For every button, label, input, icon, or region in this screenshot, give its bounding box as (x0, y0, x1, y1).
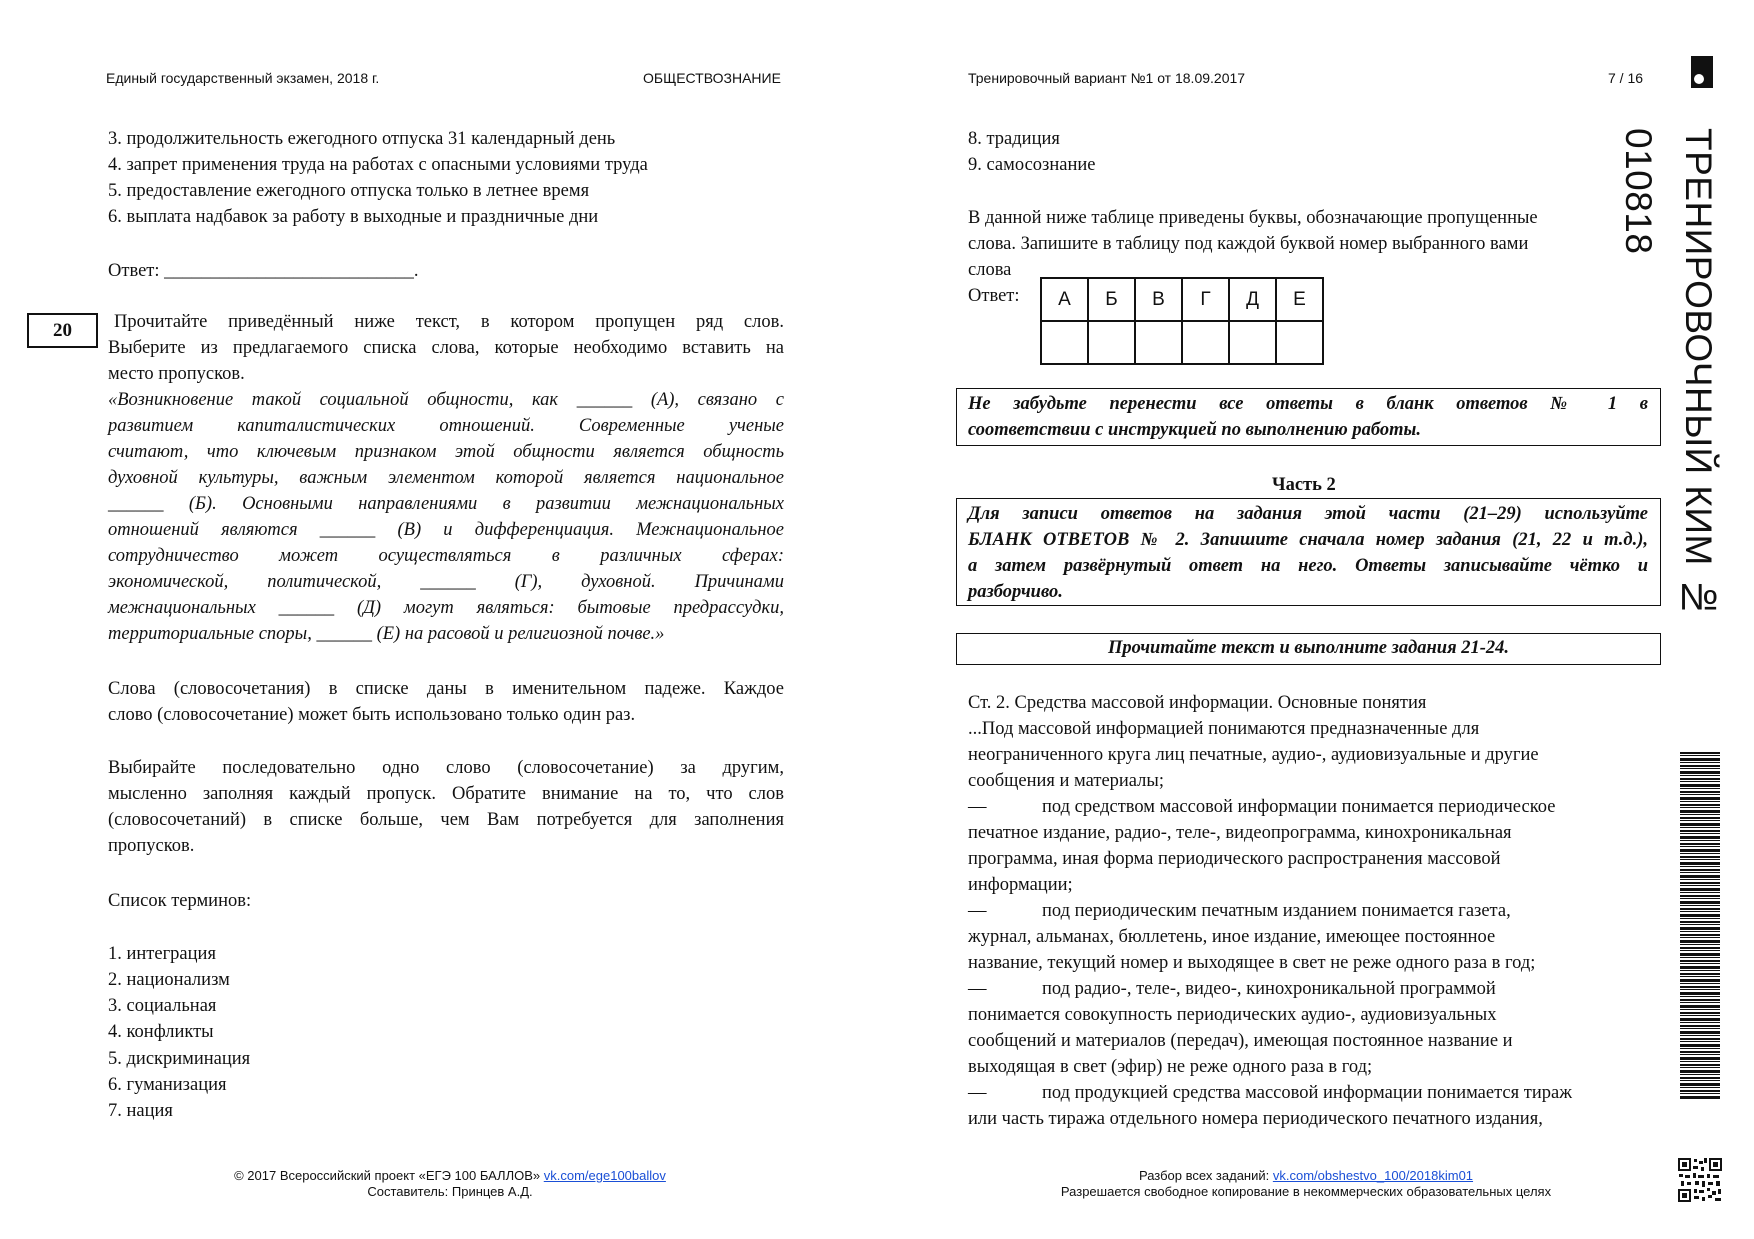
answer-table-header: А (1041, 278, 1088, 321)
answer-table-header: Е (1276, 278, 1323, 321)
article-line: выходящая в свет (эфир) не реже одного раза в год; (968, 1057, 1373, 1077)
quote-line: межнациональных ______ (Д) могут являться: бытовые предрассудки, (108, 598, 784, 618)
answer-cell[interactable] (1135, 321, 1182, 364)
header-exam-title: Единый государственный экзамен, 2018 г. (106, 70, 380, 86)
article-line: печатное издание, радио-, теле-, видеопрограмма, кинохроникальная (968, 823, 1512, 843)
term-item: 7. нация (108, 1101, 173, 1121)
article-line: под периодическим печатным изданием понимается газета, (1042, 901, 1511, 921)
answer-cell[interactable] (1182, 321, 1229, 364)
part2-line: Для записи ответов на задания этой части (21–29) используйте (968, 504, 1648, 524)
answer-line[interactable]: Ответ: ___________________________. (108, 261, 419, 281)
quote-line: сотрудничество может осуществляться в различных сферах: (108, 546, 784, 566)
part2-title: Часть 2 (1272, 475, 1336, 495)
paragraph-line: слово (словосочетание) может быть использовано только один раз. (108, 705, 636, 725)
answer-table-header: Б (1088, 278, 1135, 321)
answer-cell[interactable] (1088, 321, 1135, 364)
footer-license: Разрешается свободное копирование в некоммерческих образовательных целях (1060, 1184, 1552, 1199)
term-item: 2. национализм (108, 970, 230, 990)
notice-line: соответствии с инструкцией по выполнению работы. (968, 420, 1421, 440)
paragraph-line: мысленно заполняя каждый пропуск. Обратите внимание на то, что слов (108, 784, 784, 804)
dash: — (968, 797, 987, 817)
header-variant: Тренировочный вариант №1 от 18.09.2017 (968, 70, 1246, 86)
article-line: информации; (968, 875, 1073, 895)
article-line: название, текущий номер и выходящее в свет не реже одного раза в год; (968, 953, 1536, 973)
paragraph-line: Слова (словосочетания) в списке даны в именительном падеже. Каждое (108, 679, 784, 699)
footer-analysis-text: Разбор всех заданий: (1138, 1168, 1273, 1183)
part2-line: а затем развёрнутый ответ на него. Ответы записывайте чётко и (968, 556, 1648, 576)
dash: — (968, 979, 987, 999)
option-item: 4. запрет применения труда на работах с опасными условиями труда (108, 155, 648, 175)
answer-table-header: Г (1182, 278, 1229, 321)
task-text-line: Выберите из предлагаемого списка слова, которые необходимо вставить на (108, 338, 784, 358)
notice-line: Не забудьте перенести все ответы в бланк ответов № 1 в (968, 394, 1648, 414)
quote-line: считают, что ключевым признаком этой общности является общность (108, 442, 784, 462)
vertical-kim-title: ТРЕНИРОВОЧНЫЙ КИМ № 010818 (1618, 128, 1719, 619)
term-item: 6. гуманизация (108, 1075, 227, 1095)
read-task-text: Прочитайте текст и выполните задания 21-24. (1107, 638, 1510, 658)
answer-label: Ответ: (968, 286, 1020, 306)
article-line: неограниченного круга лиц печатные, аудио-, аудиовизуальные и другие (968, 745, 1539, 765)
footer-left (180, 1168, 720, 1183)
corner-marker-icon (1691, 56, 1713, 88)
answer-table-header: В (1135, 278, 1182, 321)
footer-vk-link[interactable]: vk.com/ege100ballov (543, 1168, 666, 1183)
footer-author: Составитель: Принцев А.Д. (367, 1184, 533, 1199)
terms-title: Список терминов: (108, 891, 252, 911)
quote-line: отношений являются ______ (В) и дифференциация. Межнациональное (108, 520, 784, 540)
article-line: под радио-, теле-, видео-, кинохроникальной программой (1042, 979, 1496, 999)
quote-line: экономической, политической, ______ (Г), духовной. Причинами (108, 572, 784, 592)
instruction-line: слова. Запишите в таблицу под каждой буквой номер выбранного вами (968, 234, 1529, 254)
term-item: 5. дискриминация (108, 1049, 251, 1069)
quote-line: «Возникновение такой социальной общности, как ______ (А), связано с (108, 390, 784, 410)
paragraph-line: пропусков. (108, 836, 195, 856)
footer-copyright: © 2017 Всероссийский проект «ЕГЭ 100 БАЛЛОВ» (234, 1168, 544, 1183)
term-item: 8. традиция (968, 129, 1060, 149)
article-line: под продукцией средства массовой информации понимается тираж (1042, 1083, 1572, 1103)
answer-cell[interactable] (1041, 321, 1088, 364)
quote-line: развитием капиталистических отношений. Современные ученые (108, 416, 784, 436)
qr-code-icon (1677, 1157, 1723, 1203)
answer-table-header: Д (1229, 278, 1276, 321)
term-item: 3. социальная (108, 996, 217, 1016)
option-item: 6. выплата надбавок за работу в выходные и праздничные дни (108, 207, 599, 227)
barcode (1680, 752, 1720, 1100)
option-item: 3. продолжительность ежегодного отпуска 31 календарный день (108, 129, 616, 149)
term-item: 9. самосознание (968, 155, 1096, 175)
term-item: 1. интеграция (108, 944, 216, 964)
footer-analysis-link[interactable]: vk.com/obshestvo_100/2018kim01 (1272, 1168, 1474, 1183)
article-line: под средством массовой информации понимается периодическое (1042, 797, 1556, 817)
quote-line: духовной культуры, важным элементом которой является национальное (108, 468, 784, 488)
article-line: сообщения и материалы; (968, 771, 1164, 791)
option-item: 5. предоставление ежегодного отпуска только в летнее время (108, 181, 590, 201)
article-line: или часть тиража отдельного номера периодического печатного издания, (968, 1109, 1543, 1129)
answer-cell[interactable] (1229, 321, 1276, 364)
paragraph-line: (словосочетаний) в списке больше, чем Вам потребуется для заполнения (108, 810, 784, 830)
answer-table (1040, 277, 1324, 365)
paragraph-line: Выбирайте последовательно одно слово (словосочетание) за другим, (108, 758, 784, 778)
article-line: программа, иная форма периодического распространения массовой (968, 849, 1501, 869)
dash: — (968, 901, 987, 921)
term-item: 4. конфликты (108, 1022, 214, 1042)
header-subject: ОБЩЕСТВОЗНАНИЕ (643, 70, 781, 86)
task-text-line: Прочитайте приведённый ниже текст, в котором пропущен ряд слов. (114, 312, 784, 332)
article-title: Ст. 2. Средства массовой информации. Основные понятия (968, 693, 1427, 713)
instruction-line: В данной ниже таблице приведены буквы, обозначающие пропущенные (968, 208, 1538, 228)
dash: — (968, 1083, 987, 1103)
article-line: понимается совокупность периодических аудио-, аудиовизуальных (968, 1005, 1497, 1025)
header-page-number: 7 / 16 (1608, 70, 1644, 86)
instruction-line: слова (968, 260, 1012, 280)
quote-line: территориальные споры, ______ (Е) на расовой и религиозной почве.» (108, 624, 665, 644)
task-number-box: 20 (27, 313, 98, 348)
part2-line: БЛАНК ОТВЕТОВ № 2. Запишите сначала номер задания (21, 22 и т.д.), (968, 530, 1648, 550)
task-text-line: место пропусков. (108, 364, 245, 384)
answer-cell[interactable] (1276, 321, 1323, 364)
quote-line: ______ (Б). Основными направлениями в развитии межнациональных (108, 494, 784, 514)
footer-right (1000, 1168, 1612, 1183)
article-line: сообщений и материалов (передач), имеющая постоянное название и (968, 1031, 1513, 1051)
article-line: ...Под массовой информацией понимаются предназначенные для (968, 719, 1480, 739)
article-line: журнал, альманах, бюллетень, иное издание, имеющее постоянное (968, 927, 1496, 947)
part2-line: разборчиво. (968, 582, 1063, 602)
